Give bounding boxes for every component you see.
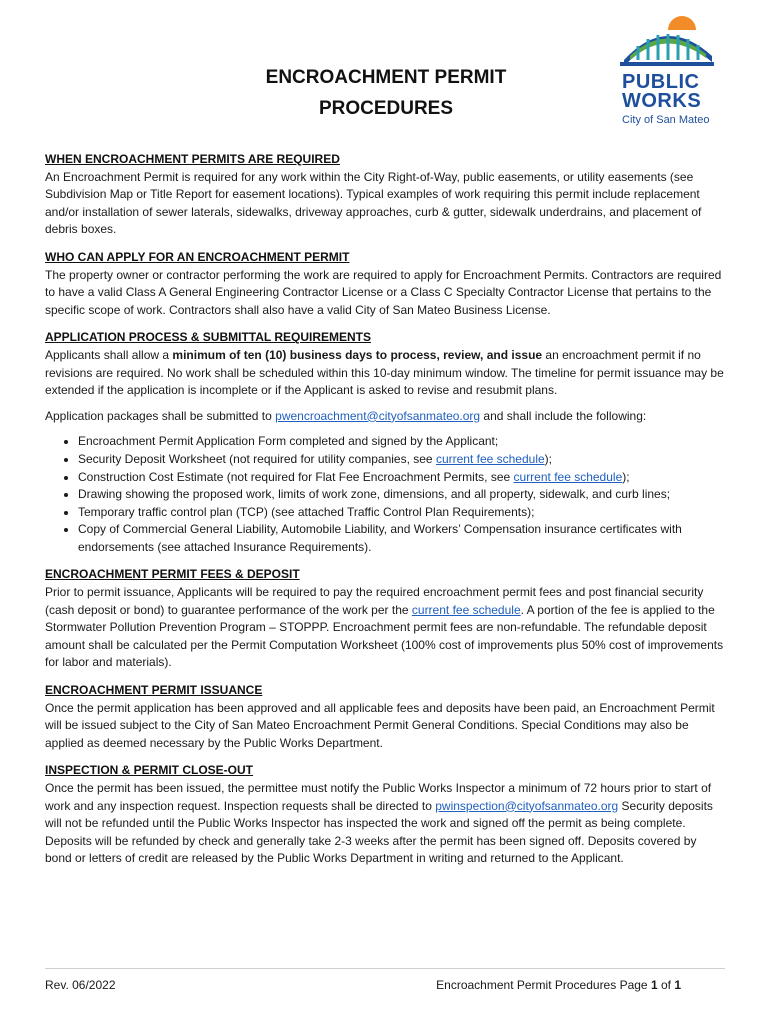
fee-schedule-link[interactable]: current fee schedule (513, 469, 623, 484)
list-item: • Drawing showing the proposed work, limits of work zone, dimensions, and all property, sidewalk, and curb lines; (78, 486, 725, 504)
revision-date: Rev. 06/2022 (45, 978, 116, 992)
section-text: Once the permit has been issued, the permittee must notify the Public Works Inspector a minimum of 72 hours prior to start of work and any inspection request. Inspection requests shall be directed to pwinspection@cityofsanmateo.org Security deposits will not be refunded until the Public Works Inspector has inspected the work and signed off the permit as being complete. Deposits will be refunded by check and generally take 2-3 weeks after the permit has been signed off. Deposits covered by bond or letters of credit are released by the Public Works Department in writing and returned to the Applicant. (45, 781, 713, 866)
section-text: Applicants shall allow a minimum of ten (10) business days to process, review, and issue an encroachment permit if no revisions are required. No work shall be scheduled within this 10-day minimum window. The timeline for permit issuance may be extended if the application is incomplete or if the Applicant is asked to revise and resubmit plans. (45, 347, 724, 398)
list-item: • Construction Cost Estimate (not required for Flat Fee Encroachment Permits, see current fee schedule); (78, 469, 725, 487)
section-issuance (45, 682, 725, 752)
logo-line-1: PUBLIC (622, 71, 700, 93)
section-application (45, 329, 725, 399)
bridge-sun-icon (616, 16, 716, 74)
title-line-1: ENCROACHMENT PERMIT (265, 67, 507, 88)
list-item: • Temporary traffic control plan (TCP) (see attached Traffic Control Plan Requirements); (78, 504, 725, 522)
page-footer (45, 978, 725, 998)
list-item: • Encroachment Permit Application Form completed and signed by the Applicant; (78, 433, 725, 451)
encroachment-email-link[interactable]: pwencroachment@cityofsanmateo.org (275, 408, 481, 423)
section-who (45, 249, 725, 319)
submittal-text: Application packages shall be submitted to pwencroachment@cityofsanmateo.org and shall include the following: (45, 408, 647, 423)
section-text: Once the permit application has been approved and all applicable fees and deposits have been paid, an Encroachment Permit will be issued subject to the City of San Mateo Encroachment Permit General Conditions. Special Conditions may also be applied as deemed necessary by the Public Works Department. (45, 700, 715, 750)
section-when (45, 151, 725, 239)
page-number: Encroachment Permit Procedures Page 1 of 1 (436, 978, 681, 992)
section-heading: INSPECTION & PERMIT CLOSE-OUT (45, 763, 254, 778)
document-body (45, 151, 725, 878)
list-item: • Copy of Commercial General Liability, Automobile Liability, and Workers’ Compensation insurance certificates with endorsements (see attached Insurance Requirements). (78, 521, 725, 556)
inspection-email-link[interactable]: pwinspection@cityofsanmateo.org (435, 798, 619, 813)
section-text: Prior to permit issuance, Applicants will be required to pay the required encroachment permit fees and post financial security (cash deposit or bond) to guarantee performance of the work per the current fee schedule. A portion of the fee is applied to the Stormwater Pollution Prevention Program – STOPPP. Encroachment permit fees are non-refundable. The refundable deposit amount shall be calculated per the Permit Computation Worksheet (100% cost of improvements plus 50% cost of improvements for labor and materials). (45, 585, 724, 670)
list-item: • Security Deposit Worksheet (not required for utility companies, see current fee schedule); (78, 451, 725, 469)
section-text: The property owner or contractor performing the work are required to apply for Encroachment Permits. Contractors are required to have a valid Class A General Engineering Contractor License or a Class C Specialty Contractor License that pertains to the specific scope of work. Contractors shall also have a valid City of San Mateo Business License. (45, 267, 722, 317)
section-heading: WHEN ENCROACHMENT PERMITS ARE REQUIRED (45, 152, 340, 166)
title-line-2: PROCEDURES (318, 98, 454, 119)
document-title (200, 62, 572, 124)
fee-schedule-link[interactable]: current fee schedule (411, 602, 521, 617)
section-heading: WHO CAN APPLY FOR AN ENCROACHMENT PERMIT (45, 249, 350, 264)
section-text: An Encroachment Permit is required for any work within the City Right-of-Way, public easements, or utility easements (see Subdivision Map or Title Report for easement locations). Typical examples of work requiring this permit include replacement and/or installation of sewer laterals, sidewalks, driveway approaches, curb & gutter, sidewalk underdrains, and placement of debris boxes. (45, 169, 702, 237)
section-heading: ENCROACHMENT PERMIT ISSUANCE (45, 683, 263, 698)
logo-line-2: WORKS (622, 90, 702, 112)
section-heading: APPLICATION PROCESS & SUBMITTAL REQUIREMENTS (45, 330, 372, 345)
public-works-logo (616, 16, 726, 134)
section-heading: ENCROACHMENT PERMIT FEES & DEPOSIT (45, 567, 300, 582)
section-inspection (45, 762, 725, 868)
processing-time: minimum of ten (10) business days to process, review, and issue (172, 347, 543, 362)
logo-wordmark (622, 73, 701, 111)
footer-divider (45, 968, 725, 969)
fee-schedule-link[interactable]: current fee schedule (435, 451, 545, 466)
submittal-list (45, 433, 725, 556)
section-fees (45, 566, 725, 672)
logo-city: City of San Mateo (622, 114, 710, 126)
